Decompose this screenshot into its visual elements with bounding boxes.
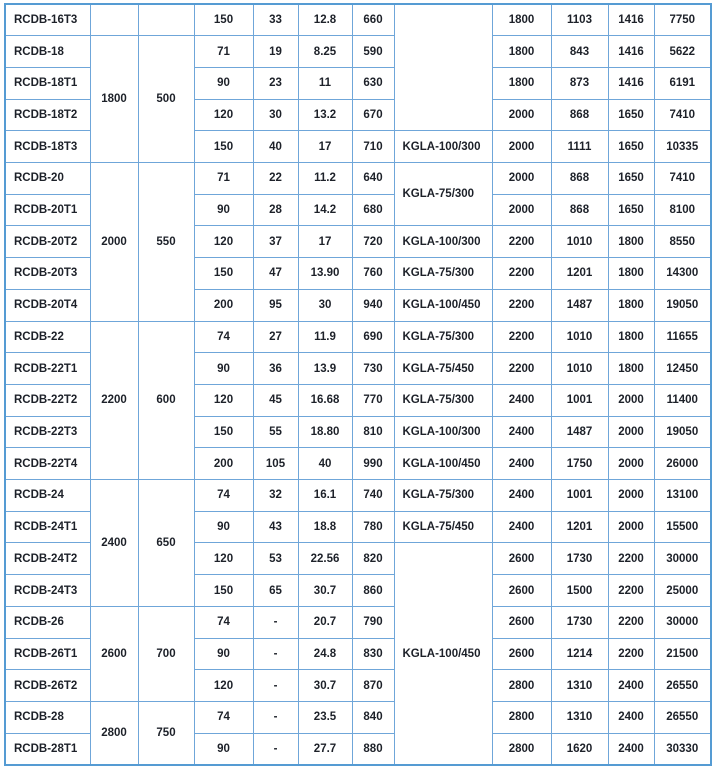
value-cell: 710 [352, 131, 394, 163]
value-cell: 880 [352, 733, 394, 765]
value-cell: 2200 [492, 289, 551, 321]
value-cell: 1487 [551, 416, 608, 448]
value-cell: 14.2 [298, 194, 352, 226]
value-cell: 820 [352, 543, 394, 575]
value-cell: 11400 [654, 384, 711, 416]
table-row [5, 701, 711, 733]
value-cell: 1620 [551, 733, 608, 765]
value-cell: 13100 [654, 480, 711, 512]
model-cell: RCDB-20T4 [5, 289, 90, 321]
value-cell: 71 [194, 163, 253, 195]
value-cell: 22.56 [298, 543, 352, 575]
kgla-cell: KGLA-100/450 [394, 448, 492, 480]
model-cell: RCDB-16T3 [5, 4, 90, 36]
value-cell: 2200 [608, 575, 654, 607]
value-cell: 23 [253, 67, 298, 99]
value-cell: 940 [352, 289, 394, 321]
dim-cell: 550 [138, 163, 194, 322]
value-cell: 30 [253, 99, 298, 131]
value-cell: 2200 [492, 226, 551, 258]
value-cell: 17 [298, 226, 352, 258]
value-cell: 1650 [608, 194, 654, 226]
value-cell: 740 [352, 480, 394, 512]
value-cell: 24.8 [298, 638, 352, 670]
dim-cell: 600 [138, 321, 194, 480]
value-cell: 120 [194, 543, 253, 575]
model-cell: RCDB-20T3 [5, 258, 90, 290]
kgla-cell [394, 4, 492, 131]
table-row [5, 606, 711, 638]
model-cell: RCDB-18T2 [5, 99, 90, 131]
value-cell: 30.7 [298, 575, 352, 607]
value-cell: 2000 [608, 511, 654, 543]
value-cell: 630 [352, 67, 394, 99]
value-cell: 1650 [608, 99, 654, 131]
kgla-cell: KGLA-100/300 [394, 131, 492, 163]
value-cell: 27.7 [298, 733, 352, 765]
value-cell: 28 [253, 194, 298, 226]
value-cell: 1416 [608, 67, 654, 99]
value-cell: 11.2 [298, 163, 352, 195]
value-cell: 830 [352, 638, 394, 670]
model-cell: RCDB-22T2 [5, 384, 90, 416]
value-cell: 2400 [608, 701, 654, 733]
model-cell: RCDB-26T2 [5, 670, 90, 702]
value-cell: 810 [352, 416, 394, 448]
value-cell: 2800 [492, 670, 551, 702]
value-cell: 12450 [654, 353, 711, 385]
value-cell: 90 [194, 638, 253, 670]
value-cell: 2400 [492, 511, 551, 543]
value-cell: 730 [352, 353, 394, 385]
value-cell: 1416 [608, 4, 654, 36]
model-cell: RCDB-18T1 [5, 67, 90, 99]
kgla-cell: KGLA-100/300 [394, 416, 492, 448]
value-cell: 720 [352, 226, 394, 258]
value-cell: 2600 [492, 606, 551, 638]
table-row [5, 36, 711, 68]
value-cell: 19050 [654, 416, 711, 448]
model-cell: RCDB-28 [5, 701, 90, 733]
value-cell: 5622 [654, 36, 711, 68]
value-cell: - [253, 733, 298, 765]
value-cell: 200 [194, 448, 253, 480]
model-cell: RCDB-26T1 [5, 638, 90, 670]
value-cell: 1103 [551, 4, 608, 36]
value-cell: 2600 [492, 543, 551, 575]
kgla-cell: KGLA-100/450 [394, 289, 492, 321]
dim-cell: 1800 [90, 36, 138, 163]
value-cell: 680 [352, 194, 394, 226]
value-cell: 26000 [654, 448, 711, 480]
value-cell: 74 [194, 480, 253, 512]
value-cell: 26550 [654, 670, 711, 702]
value-cell: 65 [253, 575, 298, 607]
value-cell: 2800 [492, 733, 551, 765]
value-cell: 2000 [608, 416, 654, 448]
value-cell: 120 [194, 226, 253, 258]
value-cell: 120 [194, 384, 253, 416]
model-cell: RCDB-24 [5, 480, 90, 512]
value-cell: 2600 [492, 575, 551, 607]
value-cell: 10335 [654, 131, 711, 163]
value-cell: 760 [352, 258, 394, 290]
value-cell: 150 [194, 258, 253, 290]
kgla-cell: KGLA-75/300 [394, 321, 492, 353]
value-cell: 15500 [654, 511, 711, 543]
value-cell: 18.8 [298, 511, 352, 543]
value-cell: 1310 [551, 670, 608, 702]
value-cell: 26550 [654, 701, 711, 733]
value-cell: 74 [194, 701, 253, 733]
value-cell: 30330 [654, 733, 711, 765]
value-cell: 8.25 [298, 36, 352, 68]
value-cell: 2200 [608, 606, 654, 638]
value-cell: 2200 [492, 258, 551, 290]
value-cell: 2000 [608, 480, 654, 512]
kgla-cell: KGLA-75/300 [394, 480, 492, 512]
value-cell: - [253, 606, 298, 638]
value-cell: 19050 [654, 289, 711, 321]
value-cell: 640 [352, 163, 394, 195]
value-cell: 90 [194, 511, 253, 543]
dim-cell: 500 [138, 36, 194, 163]
kgla-cell: KGLA-75/300 [394, 384, 492, 416]
value-cell: 32 [253, 480, 298, 512]
value-cell: 25000 [654, 575, 711, 607]
value-cell: 16.1 [298, 480, 352, 512]
value-cell: 53 [253, 543, 298, 575]
model-cell: RCDB-18 [5, 36, 90, 68]
kgla-cell: KGLA-75/450 [394, 511, 492, 543]
value-cell: 45 [253, 384, 298, 416]
value-cell: 790 [352, 606, 394, 638]
table-row [5, 163, 711, 195]
value-cell: 1310 [551, 701, 608, 733]
value-cell: 2200 [608, 638, 654, 670]
model-cell: RCDB-22T4 [5, 448, 90, 480]
table-row [5, 4, 711, 36]
value-cell: 1800 [608, 321, 654, 353]
value-cell: 1010 [551, 321, 608, 353]
value-cell: 11 [298, 67, 352, 99]
value-cell: 868 [551, 194, 608, 226]
value-cell: 55 [253, 416, 298, 448]
value-cell: 30 [298, 289, 352, 321]
value-cell: 2600 [492, 638, 551, 670]
value-cell: 43 [253, 511, 298, 543]
value-cell: 90 [194, 194, 253, 226]
value-cell: 2400 [608, 670, 654, 702]
value-cell: 1800 [492, 67, 551, 99]
value-cell: 90 [194, 67, 253, 99]
value-cell: 860 [352, 575, 394, 607]
value-cell: 14300 [654, 258, 711, 290]
value-cell: 870 [352, 670, 394, 702]
value-cell: 2000 [492, 99, 551, 131]
table-row [5, 480, 711, 512]
value-cell: 200 [194, 289, 253, 321]
value-cell: 90 [194, 353, 253, 385]
dim-cell: 750 [138, 701, 194, 764]
model-cell: RCDB-28T1 [5, 733, 90, 765]
dim-cell: 2000 [90, 163, 138, 322]
value-cell: 1800 [492, 4, 551, 36]
value-cell: 8550 [654, 226, 711, 258]
value-cell: 2400 [608, 733, 654, 765]
value-cell: 105 [253, 448, 298, 480]
value-cell: 2400 [492, 416, 551, 448]
value-cell: 2200 [492, 321, 551, 353]
dim-cell: 650 [138, 480, 194, 607]
value-cell: 30000 [654, 606, 711, 638]
value-cell: 1214 [551, 638, 608, 670]
value-cell: 1001 [551, 480, 608, 512]
model-cell: RCDB-20 [5, 163, 90, 195]
value-cell: 13.9 [298, 353, 352, 385]
value-cell: 1650 [608, 163, 654, 195]
model-cell: RCDB-20T1 [5, 194, 90, 226]
value-cell: 670 [352, 99, 394, 131]
value-cell: 7750 [654, 4, 711, 36]
value-cell: 1730 [551, 606, 608, 638]
model-cell: RCDB-26 [5, 606, 90, 638]
value-cell: 23.5 [298, 701, 352, 733]
dim-cell: 2400 [90, 480, 138, 607]
value-cell: 1010 [551, 226, 608, 258]
value-cell: 11655 [654, 321, 711, 353]
spec-table-body [5, 4, 711, 765]
value-cell: 11.9 [298, 321, 352, 353]
model-cell: RCDB-24T3 [5, 575, 90, 607]
value-cell: 840 [352, 701, 394, 733]
model-cell: RCDB-24T2 [5, 543, 90, 575]
value-cell: 868 [551, 163, 608, 195]
value-cell: 1650 [608, 131, 654, 163]
value-cell: 780 [352, 511, 394, 543]
value-cell: 150 [194, 416, 253, 448]
spec-table [4, 3, 712, 766]
value-cell: 843 [551, 36, 608, 68]
value-cell: 74 [194, 606, 253, 638]
value-cell: 1111 [551, 131, 608, 163]
value-cell: 74 [194, 321, 253, 353]
value-cell: 1800 [608, 289, 654, 321]
value-cell: 868 [551, 99, 608, 131]
value-cell: 20.7 [298, 606, 352, 638]
value-cell: 873 [551, 67, 608, 99]
value-cell: 660 [352, 4, 394, 36]
value-cell: 30000 [654, 543, 711, 575]
model-cell: RCDB-22T1 [5, 353, 90, 385]
value-cell: 30.7 [298, 670, 352, 702]
model-cell: RCDB-22T3 [5, 416, 90, 448]
value-cell: 71 [194, 36, 253, 68]
value-cell: 13.2 [298, 99, 352, 131]
value-cell: 1750 [551, 448, 608, 480]
value-cell: 150 [194, 131, 253, 163]
value-cell: 37 [253, 226, 298, 258]
value-cell: 590 [352, 36, 394, 68]
dim-cell: 2800 [90, 701, 138, 764]
model-cell: RCDB-22 [5, 321, 90, 353]
value-cell: 12.8 [298, 4, 352, 36]
value-cell: - [253, 638, 298, 670]
value-cell: 21500 [654, 638, 711, 670]
value-cell: 18.80 [298, 416, 352, 448]
value-cell: 47 [253, 258, 298, 290]
value-cell: 120 [194, 99, 253, 131]
table-row [5, 321, 711, 353]
value-cell: - [253, 670, 298, 702]
value-cell: 2000 [608, 384, 654, 416]
value-cell: 13.90 [298, 258, 352, 290]
value-cell: 6191 [654, 67, 711, 99]
value-cell: 2200 [492, 353, 551, 385]
value-cell: 7410 [654, 163, 711, 195]
value-cell: 17 [298, 131, 352, 163]
dim-cell: 2600 [90, 606, 138, 701]
kgla-cell: KGLA-75/450 [394, 353, 492, 385]
value-cell: 1416 [608, 36, 654, 68]
value-cell: 1500 [551, 575, 608, 607]
value-cell [90, 4, 138, 36]
value-cell: 2400 [492, 384, 551, 416]
value-cell: 22 [253, 163, 298, 195]
value-cell: 7410 [654, 99, 711, 131]
value-cell: 16.68 [298, 384, 352, 416]
value-cell: 2400 [492, 448, 551, 480]
value-cell: 2000 [492, 131, 551, 163]
value-cell: 150 [194, 4, 253, 36]
value-cell: 1800 [608, 226, 654, 258]
value-cell: 2000 [492, 163, 551, 195]
value-cell: 8100 [654, 194, 711, 226]
value-cell: 990 [352, 448, 394, 480]
value-cell: 40 [298, 448, 352, 480]
value-cell: 40 [253, 131, 298, 163]
kgla-cell: KGLA-75/300 [394, 163, 492, 226]
kgla-cell: KGLA-100/450 [394, 543, 492, 765]
dim-cell: 700 [138, 606, 194, 701]
value-cell: 90 [194, 733, 253, 765]
value-cell: 120 [194, 670, 253, 702]
value-cell: 1800 [492, 36, 551, 68]
value-cell: 1487 [551, 289, 608, 321]
model-cell: RCDB-18T3 [5, 131, 90, 163]
value-cell: 2000 [608, 448, 654, 480]
value-cell: 1001 [551, 384, 608, 416]
value-cell: 1730 [551, 543, 608, 575]
value-cell: 1800 [608, 258, 654, 290]
dim-cell: 2200 [90, 321, 138, 480]
kgla-cell: KGLA-75/300 [394, 258, 492, 290]
value-cell: 2800 [492, 701, 551, 733]
model-cell: RCDB-20T2 [5, 226, 90, 258]
value-cell: 2000 [492, 194, 551, 226]
value-cell: 2400 [492, 480, 551, 512]
value-cell: 36 [253, 353, 298, 385]
value-cell: 1201 [551, 511, 608, 543]
value-cell: 33 [253, 4, 298, 36]
model-cell: RCDB-24T1 [5, 511, 90, 543]
value-cell: 2200 [608, 543, 654, 575]
value-cell: 1800 [608, 353, 654, 385]
kgla-cell: KGLA-100/300 [394, 226, 492, 258]
value-cell: 19 [253, 36, 298, 68]
value-cell: - [253, 701, 298, 733]
value-cell: 770 [352, 384, 394, 416]
value-cell: 690 [352, 321, 394, 353]
value-cell [138, 4, 194, 36]
value-cell: 1201 [551, 258, 608, 290]
value-cell: 27 [253, 321, 298, 353]
value-cell: 1010 [551, 353, 608, 385]
value-cell: 95 [253, 289, 298, 321]
value-cell: 150 [194, 575, 253, 607]
